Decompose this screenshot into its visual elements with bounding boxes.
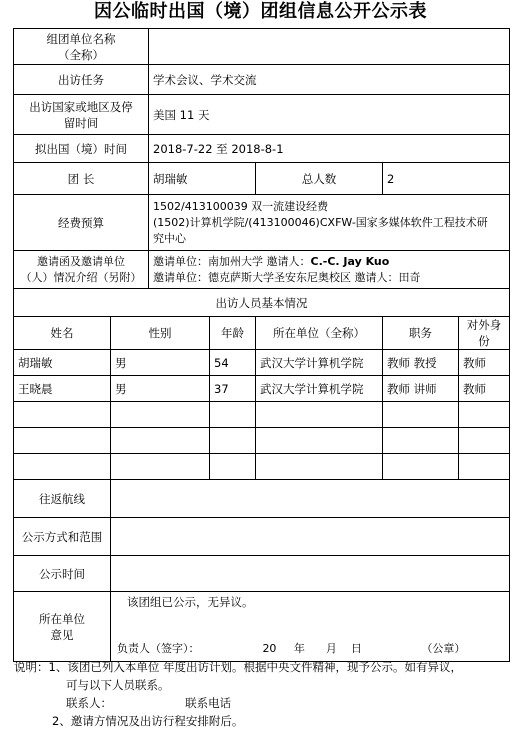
member-identity: 教师 [459,376,510,402]
country-value: 美国 11 天 [149,95,510,135]
member-unit: 武汉大学计算机学院 [256,350,383,376]
task-label: 出访任务 [14,65,149,95]
table-row [14,454,510,480]
row-route [14,480,510,518]
row-publicity [14,518,510,556]
publicity-value [111,518,510,556]
row-budget [14,195,510,251]
member-position [383,454,459,480]
org-name-label: 组团单位名称 （全称） [14,29,149,65]
row-org-name [14,29,510,65]
row-unit-opinion [14,592,510,662]
member-position: 教师 讲师 [383,376,459,402]
member-position: 教师 教授 [383,350,459,376]
notes [14,658,510,730]
table-row [14,402,510,428]
total-value: 2 [383,163,510,195]
member-gender [111,454,210,480]
unit-opinion-value [111,592,510,662]
member-name [14,428,111,454]
member-position [383,402,459,428]
unit-opinion-label: 所在单位 意见 [14,592,111,662]
header-position: 职务 [383,317,459,350]
member-identity [459,454,510,480]
org-name-value [149,29,510,65]
date-value: 2018-7-22 至 2018-8-1 [149,135,510,163]
member-identity [459,428,510,454]
member-name [14,454,111,480]
row-task [14,65,510,95]
member-gender [111,428,210,454]
member-age: 37 [210,376,256,402]
leader-value: 胡瑞敏 [149,163,256,195]
publicity-time-label: 公示时间 [14,556,111,592]
signature-line: 负责人（签字）： 20 年 月 日 （公章） [117,642,466,655]
header-gender: 性别 [111,317,210,350]
members-title: 出访人员基本情况 [14,289,510,317]
row-country [14,95,510,135]
member-name: 王晓晨 [14,376,111,402]
header-identity: 对外身份 [459,317,510,350]
member-age: 54 [210,350,256,376]
country-label: 出访国家或地区及停 留时间 [14,95,149,135]
member-name: 胡瑞敏 [14,350,111,376]
unit-opinion-text: 该团组已公示，无异议。 [127,595,254,609]
note-line-2: 可与以下人员联系。 [66,678,170,692]
member-age [210,454,256,480]
member-unit [256,454,383,480]
row-invite [14,251,510,289]
member-gender: 男 [111,376,210,402]
member-gender [111,402,210,428]
member-name [14,402,111,428]
publicity-label: 公示方式和范围 [14,518,111,556]
row-date [14,135,510,163]
leader-label: 团 长 [14,163,149,195]
members-header-row [14,317,510,350]
row-leader [14,163,510,195]
invite-label: 邀请函及邀请单位 （人）情况介绍（另附） [14,251,149,289]
table-row [14,428,510,454]
member-unit: 武汉大学计算机学院 [256,376,383,402]
note-line-3: 联系人： 联系电话 [66,696,232,710]
info-form-table [13,28,510,662]
date-label: 拟出国（境）时间 [14,135,149,163]
header-name: 姓名 [14,317,111,350]
note-line-1: 说明：1、该团已列入本单位 年度出访计划。根据中央文件精神，现予公示。如有异议， [14,660,462,674]
route-value [111,480,510,518]
member-age [210,428,256,454]
member-gender: 男 [111,350,210,376]
table-row [14,350,510,376]
member-identity [459,402,510,428]
row-members-title [14,289,510,317]
member-position [383,428,459,454]
total-label: 总人数 [256,163,383,195]
task-value: 学术会议、学术交流 [149,65,510,95]
member-unit [256,402,383,428]
publicity-time-value [111,556,510,592]
route-label: 往返航线 [14,480,111,518]
budget-label: 经费预算 [14,195,149,251]
note-line-4: 2、邀请方情况及出访行程安排附后。 [52,714,244,728]
member-identity: 教师 [459,350,510,376]
header-unit: 所在单位（全称） [256,317,383,350]
row-publicity-time [14,556,510,592]
page-title: 因公临时出国（境）团组信息公开公示表 [94,1,427,22]
table-row [14,376,510,402]
budget-value: 1502/413100039 双一流建设经费 (1502)计算机学院/(413100046)CXFW-国家多媒体软件工程技术研 究中心 [149,195,510,251]
member-age [210,402,256,428]
invite-value: 邀请单位：南加州大学 邀请人：C.-C. Jay Kuo 邀请单位：德克萨斯大学圣安东尼奥校区 邀请人：田奇 [149,251,510,289]
member-unit [256,428,383,454]
header-age: 年龄 [210,317,256,350]
